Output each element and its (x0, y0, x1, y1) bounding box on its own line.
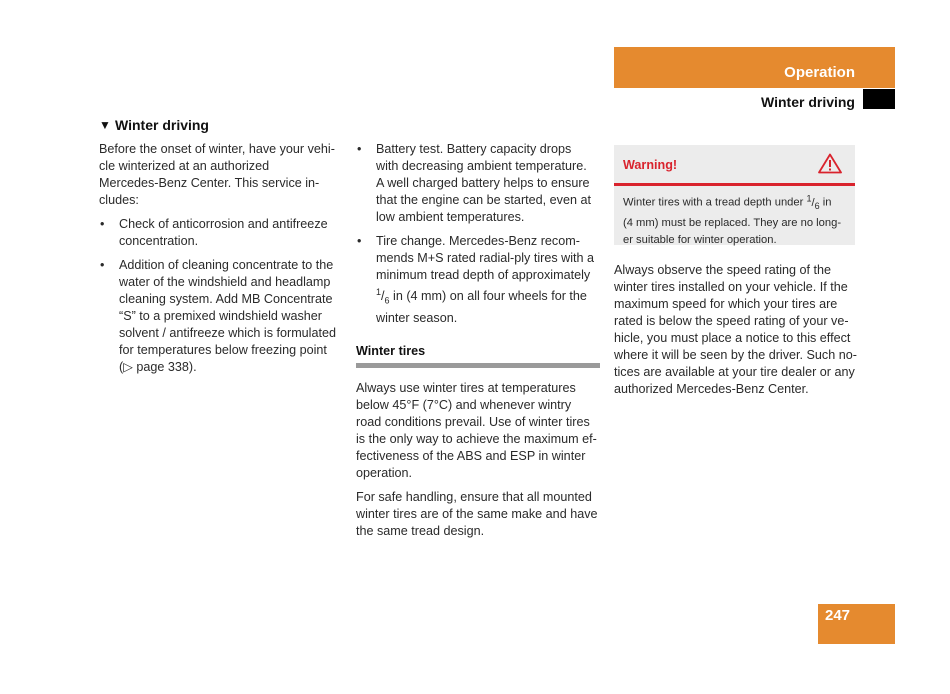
warning-label: Warning! (623, 158, 678, 172)
winterize-list (99, 216, 344, 376)
section-title: Operation (784, 64, 855, 81)
warning-box (614, 145, 855, 245)
list-item: • Tire change. Mercedes-Benz recom- mends M+S rated radial-ply tires with a minimum tread depth of approximately $^1/_6$ in (4 mm) on all four wheels for the winter season. (357, 234, 595, 325)
warning-triangle-icon (818, 153, 842, 179)
page-reference-link[interactable]: (▷ page 338). (119, 360, 197, 374)
list-item: • Battery test. Battery capacity drops with decreasing ambient temperature. A well charged battery helps to ensure that the engine can be started, even at low ambient temperatures. (357, 142, 591, 224)
column-2 (356, 141, 600, 547)
paragraph: Always observe the speed rating of the winter tires installed on your vehicle. If the maximum speed for which your tires are rated is below the speed rating of your ve- hicle, you must place a notice to this effect where it will be seen by the driver. Such no- tices are available at your tire dealer or any authorized Mercedes-Benz Center. (614, 263, 857, 396)
fraction: $^1/_6$ (806, 193, 820, 211)
paragraph: For safe handling, ensure that all mounted winter tires are of the same make and have the same tread design. (356, 489, 598, 538)
column-3 (614, 262, 859, 405)
subsection-marker (863, 89, 895, 109)
list-item: • Addition of cleaning concentrate to the water of the windshield and headlamp cleaning system. Add MB Concentrate “S” to a premixed windshield washer solvent / antifreeze which is formulated for temperatures below freezing point (▷ page 338). (100, 258, 336, 374)
bullet-icon: • (357, 234, 362, 248)
bullet-icon: • (100, 258, 105, 272)
triangle-down-icon: ▼ (99, 118, 111, 132)
section-heading (99, 117, 344, 134)
fraction: $^1/_6$ (376, 287, 390, 306)
bullet-icon: • (357, 142, 362, 156)
warning-text: Winter tires with a tread depth under $^1/_6$ in (4 mm) must be replaced. They are no long- er suitable for winter operation. (623, 193, 842, 246)
warning-header (614, 145, 855, 186)
page-number: 247 (825, 607, 851, 624)
bullet-icon: • (100, 217, 105, 231)
paragraph: Always use winter tires at temperatures below 45°F (7°C) and whenever wintry road conditions prevail. Use of winter tires is the only way to achieve the maximum ef- fectiveness of the ABS and ESP in winter operation. (356, 380, 597, 480)
list-item: • Check of anticorrosion and antifreeze concentration. (100, 217, 328, 248)
winterize-list-continued (356, 141, 600, 327)
section-heading-text: Winter driving (115, 117, 209, 133)
subsection-title: Winter driving (761, 94, 855, 110)
winter-tires-heading: Winter tires (356, 343, 600, 368)
section-header-band (614, 47, 895, 88)
column-1 (99, 117, 344, 383)
intro-paragraph: Before the onset of winter, have your vehi- cle winterized at an authorized Mercedes-Benz Center. This service in- cludes: (99, 142, 335, 207)
page-number-box (818, 604, 895, 644)
